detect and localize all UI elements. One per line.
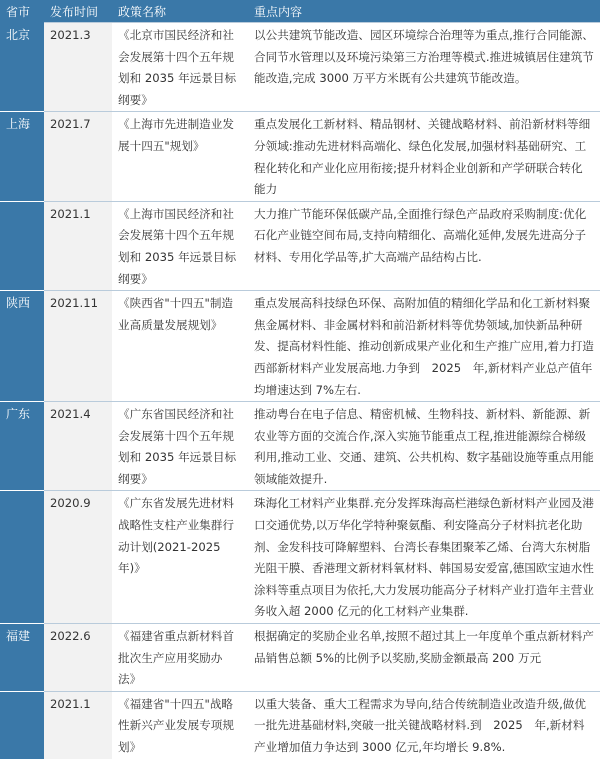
table-row <box>0 402 600 491</box>
province-cell: 上海 <box>0 112 44 201</box>
date-cell: 2021.1 <box>44 691 112 758</box>
table-row <box>0 491 600 624</box>
policy-name-cell: 《福建省重点新材料首批次生产应用奖励办法》 <box>112 624 248 692</box>
province-cell: 福建 <box>0 624 44 692</box>
content-cell: 重点发展高科技绿色环保、高附加值的精细化学品和化工新材料聚焦金属材料、非金属材料和前沿新材料等优势领域,加快新品种研发、提高材料性能、推动创新成果产业化和生产推广应用,着力打造西部新材料产业发展高地.力争到 2025 年,新材料产业总产值年均增速达到 7%左右. <box>248 291 600 402</box>
date-cell: 2020.9 <box>44 491 112 624</box>
policy-name-cell: 《广东省国民经济和社会发展第十四个五年规划和 2035 年远景目标纲要》 <box>112 402 248 491</box>
table-row <box>0 624 600 692</box>
province-cell: 广东 <box>0 402 44 491</box>
header-province: 省市 <box>0 0 44 23</box>
header-date: 发布时间 <box>44 0 112 23</box>
date-cell: 2021.4 <box>44 402 112 491</box>
province-cell: 北京 <box>0 23 44 112</box>
table-row <box>0 291 600 402</box>
province-cell <box>0 691 44 758</box>
policy-name-cell: 《广东省发展先进材料战略性支柱产业集群行动计划(2021-2025 年)》 <box>112 491 248 624</box>
content-cell: 以重大装备、重大工程需求为导向,结合传统制造业改造升级,做优一批先进基础材料,突破一批关键战略材料.到 2025 年,新材料产业增加值力争达到 3000 亿元,年均增长 9.8%. <box>248 691 600 758</box>
content-cell: 以公共建筑节能改造、园区环境综合治理等为重点,推行合同能源、合同节水管理以及环境污染第三方治理等模式.推进城镇居住建筑节能改造,完成 3000 万平方米既有公共建筑节能改造。 <box>248 23 600 112</box>
policy-name-cell: 《福建省"十四五"战略性新兴产业发展专项规划》 <box>112 691 248 758</box>
table-row <box>0 201 600 290</box>
header-policy-name: 政策名称 <box>112 0 248 23</box>
content-cell: 根据确定的奖励企业名单,按照不超过其上一年度单个重点新材料产品销售总额 5%的比例予以奖励,奖励金额最高 200 万元 <box>248 624 600 692</box>
table-row <box>0 112 600 201</box>
content-cell: 珠海化工材料产业集群.充分发挥珠海高栏港绿色新材料产业园及港口交通优势,以万华化学特种聚氨酯、利安隆高分子材料抗老化助剂、金发科技可降解塑料、台湾长春集团聚苯乙烯、台湾大东树脂光阻干膜、香港理文新材料氧材料、韩国易安爱富,德国欧宝迪水性涂料等重点项目为依托,大力发展功能高分子材料产业打造年主营业务收入超 2000 亿元的化工材料产业集群. <box>248 491 600 624</box>
content-cell: 大力推广节能环保低碳产品,全面推行绿色产品政府采购制度:优化石化产业链空间布局,支持向精细化、高端化延伸,发展先进高分子材料、专用化学品等,扩大高端产品结构占比. <box>248 201 600 290</box>
date-cell: 2021.11 <box>44 291 112 402</box>
province-cell <box>0 201 44 290</box>
content-cell: 重点发展化工新材料、精品钢材、关键战略材料、前沿新材料等细分领域:推动先进材料高端化、绿色化发展,加强材料基础研究、工程化转化和产业化应用衔接;提升材料企业创新和产学研联合转化能力 <box>248 112 600 201</box>
content-cell: 推动粤台在电子信息、精密机械、生物科技、新材料、新能源、新农业等方面的交流合作,深入实施节能重点工程,推进能源综合梯级利用,推动工业、交通、建筑、公共机构、数字基础设施等重点用能领域能效提升. <box>248 402 600 491</box>
policy-name-cell: 《上海市国民经济和社会发展第十四个五年规划和 2035 年远景目标纲要》 <box>112 201 248 290</box>
date-cell: 2021.3 <box>44 23 112 112</box>
table-header-row <box>0 0 600 23</box>
table-row <box>0 691 600 758</box>
policy-name-cell: 《上海市先进制造业发展十四五"规划》 <box>112 112 248 201</box>
date-cell: 2022.6 <box>44 624 112 692</box>
policy-name-cell: 《陕西省"十四五"制造业高质量发展规划》 <box>112 291 248 402</box>
policy-name-cell: 《北京市国民经济和社会发展第十四个五年规划和 2035 年远景目标纲要》 <box>112 23 248 112</box>
table-row <box>0 23 600 112</box>
header-content: 重点内容 <box>248 0 600 23</box>
date-cell: 2021.1 <box>44 201 112 290</box>
province-cell <box>0 491 44 624</box>
date-cell: 2021.7 <box>44 112 112 201</box>
province-cell: 陕西 <box>0 291 44 402</box>
